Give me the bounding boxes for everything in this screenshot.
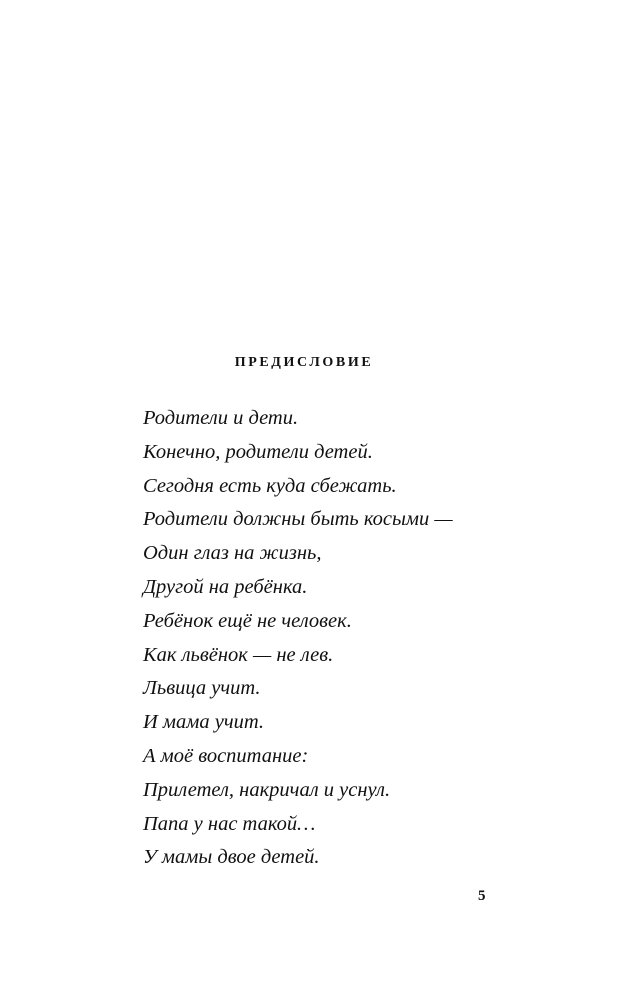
poem-line: Как львёнок — не лев.: [143, 643, 334, 666]
poem-line: Другой на ребёнка.: [143, 575, 308, 598]
poem: [143, 402, 453, 875]
poem-line: Родители должны быть косыми —: [143, 508, 453, 531]
poem-line: Родители и дети.: [143, 407, 299, 429]
poem-line: Ребёнок ещё не человек.: [143, 609, 352, 632]
poem-line: Папа у нас такой…: [143, 812, 316, 835]
page-number: 5: [478, 888, 486, 904]
poem-line: А моё воспитание:: [143, 744, 309, 767]
poem-line: Сегодня есть куда сбежать.: [143, 474, 397, 497]
poem-line: У мамы двое детей.: [143, 846, 320, 869]
poem-line: Один глаз на жизнь,: [143, 542, 322, 565]
poem-line: Прилетел, накричал и уснул.: [143, 778, 391, 801]
section-heading: ПРЕДИСЛОВИЕ: [234, 355, 374, 370]
poem-line: Львица учит.: [143, 677, 261, 700]
poem-line: Конечно, родители детей.: [143, 440, 373, 463]
poem-line: И мама учит.: [143, 711, 265, 734]
